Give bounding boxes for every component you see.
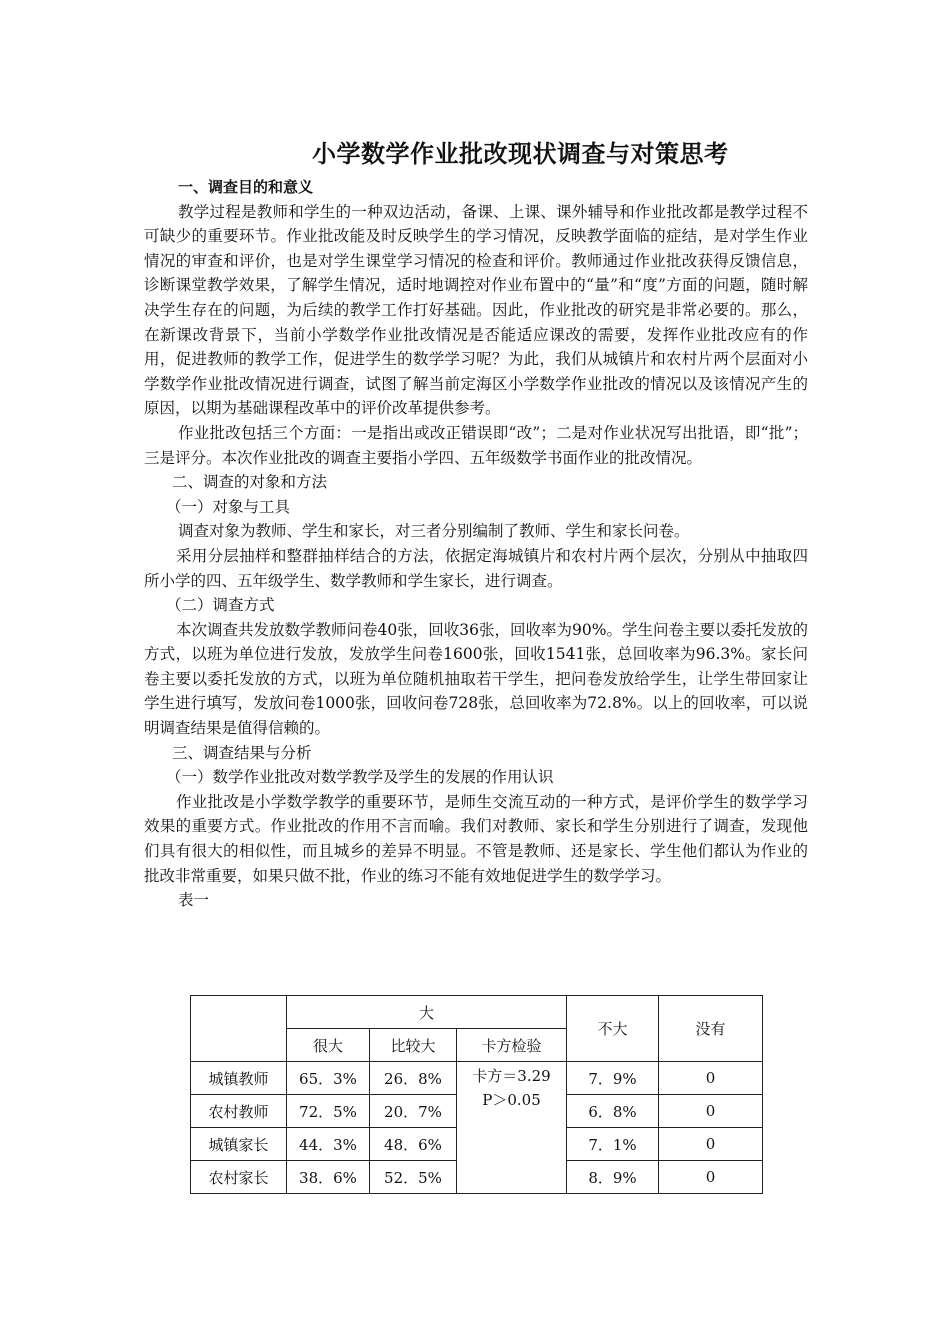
section-heading-1: 一、调查目的和意义 [178,178,314,196]
survey-table [190,995,763,1194]
header-meiyou: 没有 [659,996,763,1062]
cell-buda: 7．9% [567,1062,659,1095]
paragraph: 采用分层抽样和整群抽样结合的方法，依据定海城镇片和农村片两个层次，分别从中抽取四所小学的四、五年级学生、数学教师和学生家长，进行调查。 [144,546,808,590]
cell-buda: 8．9% [567,1161,659,1194]
p-value: P＞0.05 [482,1091,541,1109]
table-caption: 表一 [178,891,210,910]
paragraph: 本次调查共发放数学教师问卷40张，回收36张，回收率为90%。学生问卷主要以委托发放的方式，以班为单位进行发放，发放学生问卷1600张，回收1541张，总回收率为96.3%。家长问卷主要以委托发放的方式，以班为单位随机抽取若干学生，把问卷发放给学生，让学生带回家让学生进行填写，发放问卷1000张，回收问卷728张，总回收率为72.8%。以上的回收率，可以说明调查结果是值得信赖的。 [144,620,808,738]
chi-square-cell [457,1062,567,1194]
cell-henda: 72．5% [287,1095,370,1128]
table-corner-cell [191,996,287,1062]
section-heading-3: 三、调查结果与分析 [172,743,312,762]
header-bijiaoda: 比较大 [370,1029,457,1062]
cell-meiyou: 0 [659,1161,763,1194]
header-kafang: 卡方检验 [457,1029,567,1062]
cell-bijiaoda: 26．8% [370,1062,457,1095]
cell-henda: 38．6% [287,1161,370,1194]
chi-square-value: 卡方＝3.29 [472,1067,551,1085]
paragraph: 作业批改是小学数学教学的重要环节，是师生交流互动的一种方式，是评价学生的数学学习效果的重要方式。作业批改的作用不言而喻。我们对教师、家长和学生分别进行了调查，发现他们具有很大的相似性，而且城乡的差异不明显。不管是教师、还是家长、学生他们都认为作业的批改非常重要，如果只做不批，作业的练习不能有效地促进学生的数学学习。 [144,792,808,885]
cell-henda: 44．3% [287,1128,370,1161]
cell-henda: 65．3% [287,1062,370,1095]
row-group: 城镇家长 [191,1128,287,1161]
paragraph: 教学过程是教师和学生的一种双边活动，备课、上课、课外辅导和作业批改都是教学过程不可缺少的重要环节。作业批改能及时反映学生的学习情况，反映教学面临的症结，是对学生作业情况的审查和评价，也是对学生课堂学习情况的检查和评价。教师通过作业批改获得反馈信息，诊断课堂教学效果，了解学生情况，适时地调控对作业布置中的“量”和“度”方面的问题，随时解决学生存在的问题，为后续的教学工作打好基础。因此，作业批改的研究是非常必要的。那么，在新课改背景下，当前小学数学作业批改情况是否能适应课改的需要，发挥作业批改应有的作用，促进教师的教学工作，促进学生的数学学习呢？为此，我们从城镇片和农村片两个层面对小学数学作业批改情况进行调查，试图了解当前定海区小学数学作业批改的情况以及该情况产生的原因，以期为基础课程改革中的评价改革提供参考。 [144,202,808,418]
cell-meiyou: 0 [659,1062,763,1095]
cell-buda: 6．8% [567,1095,659,1128]
header-henda: 很大 [287,1029,370,1062]
cell-buda: 7．1% [567,1128,659,1161]
page-title: 小学数学作业批改现状调查与对策思考 [312,140,729,168]
header-da: 大 [287,996,567,1029]
subsection-heading: （二）调查方式 [166,596,275,615]
subsection-heading: （一）对象与工具 [166,497,291,516]
section-heading-2: 二、调查的对象和方法 [172,473,328,492]
header-buda: 不大 [567,996,659,1062]
table-row [191,1062,763,1095]
row-group: 农村教师 [191,1095,287,1128]
cell-meiyou: 0 [659,1128,763,1161]
cell-meiyou: 0 [659,1095,763,1128]
cell-bijiaoda: 52．5% [370,1161,457,1194]
row-group: 城镇教师 [191,1062,287,1095]
cell-bijiaoda: 20．7% [370,1095,457,1128]
paragraph: 调查对象为教师、学生和家长，对三者分别编制了教师、学生和家长问卷。 [178,522,690,541]
subsection-heading: （一）数学作业批改对数学教学及学生的发展的作用认识 [166,768,554,787]
paragraph: 作业批改包括三个方面：一是指出或改正错误即“改”；二是对作业状况写出批语，即“批”；三是评分。本次作业批改的调查主要指小学四、五年级数学书面作业的批改情况。 [144,423,808,467]
document-body [144,175,808,913]
cell-bijiaoda: 48．6% [370,1128,457,1161]
table-header-row [191,996,763,1029]
row-group: 农村家长 [191,1161,287,1194]
